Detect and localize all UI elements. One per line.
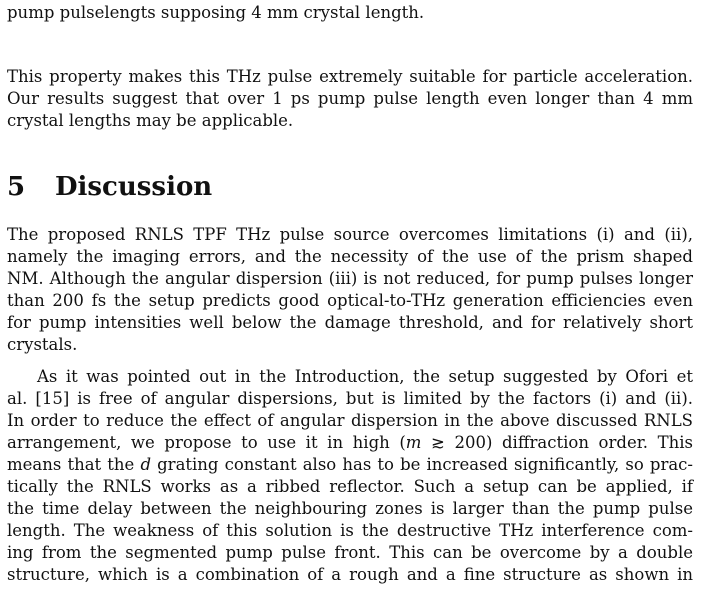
- paragraph-line: crystals.: [7, 335, 78, 354]
- paragraph-line: [7, 454, 693, 476]
- section-title: Discussion: [55, 172, 213, 202]
- paragraph-line: crystal lengths may be applicable.: [7, 111, 294, 130]
- paragraph-line: the time delay between the neighbouring zones is larger than the pump pulse: [7, 499, 693, 518]
- paragraph-line: tically the RNLS works as a ribbed reflector. Such a setup can be applied, if: [7, 477, 693, 496]
- paragraph-line: length. The weakness of this solution is the destructive THz interference com-: [7, 521, 693, 540]
- prev-paragraph-tail: pump pulselengts supposing 4 mm crystal length.: [7, 3, 425, 22]
- math-variable-d: d: [140, 455, 151, 474]
- paragraph-line: than 200 fs the setup predicts good optical-to-THz generation efficiencies even: [7, 291, 693, 310]
- paragraph-line: namely the imaging errors, and the necessity of the use of the prism shaped: [7, 247, 693, 266]
- text-run: arrangement, we propose to use it in high (: [7, 433, 406, 452]
- text-run: grating constant also has to be increased significantly, so prac-: [151, 455, 693, 474]
- paragraph-line: for pump intensities well below the damage threshold, and for relatively short: [7, 313, 693, 332]
- paragraph-line: [7, 432, 693, 454]
- paragraph-line: In order to reduce the effect of angular dispersion in the above discussed RNLS: [7, 411, 693, 430]
- paragraph-line: ing from the segmented pump pulse front. This can be overcome by a double: [7, 543, 693, 562]
- text-run: ≳ 200) diffraction order. This: [421, 433, 693, 452]
- paragraph-line: structure, which is a combination of a rough and a fine structure as shown in: [7, 565, 693, 584]
- text-run: means that the: [7, 455, 141, 474]
- paragraph-line: This property makes this THz pulse extremely suitable for particle acceleration.: [7, 67, 693, 86]
- paragraph-line: al. [15] is free of angular dispersions, but is limited by the factors (i) and (ii).: [7, 389, 693, 408]
- paragraph-line: Our results suggest that over 1 ps pump pulse length even longer than 4 mm: [7, 89, 693, 108]
- math-variable-m: m: [405, 433, 422, 452]
- paragraph-line: As it was pointed out in the Introduction, the setup suggested by Ofori et: [37, 367, 693, 386]
- paragraph-line: NM. Although the angular dispersion (iii) is not reduced, for pump pulses longer: [7, 269, 693, 288]
- section-number: 5: [7, 172, 26, 202]
- section-heading: [7, 170, 212, 204]
- paragraph-line: The proposed RNLS TPF THz pulse source overcomes limitations (i) and (ii),: [7, 225, 693, 244]
